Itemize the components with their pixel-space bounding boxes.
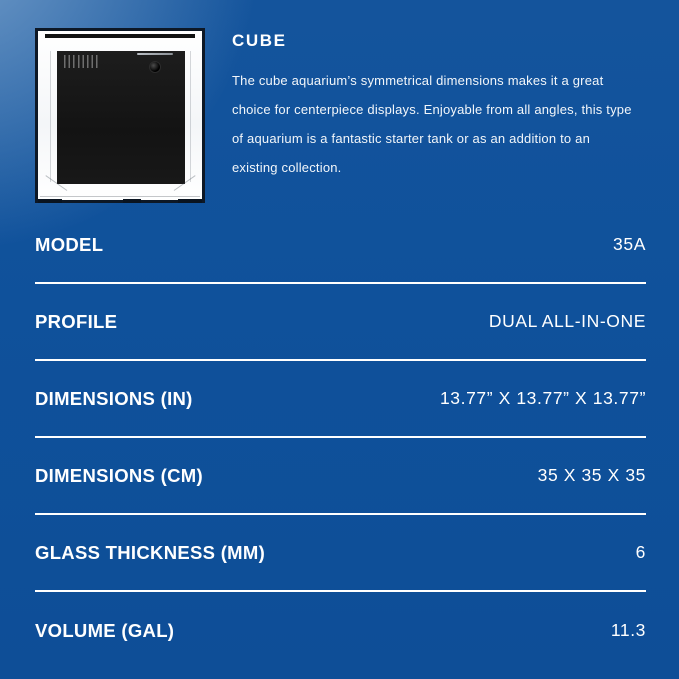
tank-foot: [38, 199, 62, 203]
spec-row-volume: [35, 592, 646, 669]
spec-row-dimensions-in: [35, 361, 646, 438]
spec-label: GLASS THICKNESS (MM): [35, 541, 266, 563]
spec-row-model: [35, 207, 646, 284]
product-title: CUBE: [232, 31, 287, 50]
spec-row-glass-thickness: [35, 515, 646, 592]
spec-label: PROFILE: [35, 310, 118, 332]
spec-value: 13.77” X 13.77” X 13.77”: [439, 388, 646, 408]
tank-foot: [123, 199, 141, 203]
spec-table: [35, 207, 646, 669]
tank-side-wall-edge: [190, 51, 191, 182]
product-intro: [232, 31, 649, 182]
spec-value: 35A: [613, 234, 646, 254]
description-line: The cube aquarium’s symmetrical dimensions makes it a great: [232, 73, 604, 88]
product-description: [232, 66, 649, 182]
tank-base-shadow: [40, 196, 200, 197]
tank-foot: [178, 199, 202, 203]
spec-value: 35 X 35 X 35: [537, 465, 646, 485]
product-photo: [35, 28, 205, 203]
spec-value: DUAL ALL-IN-ONE: [488, 311, 646, 331]
description-line: choice for centerpiece displays. Enjoyable from all angles, this type: [232, 102, 632, 117]
spec-value: 11.3: [610, 620, 646, 640]
vent-slots-icon: [64, 55, 100, 68]
tank-side-wall-edge: [50, 51, 51, 182]
spec-label: DIMENSIONS (IN): [35, 387, 193, 409]
description-line: existing collection.: [232, 160, 342, 175]
spec-label: MODEL: [35, 233, 104, 255]
spec-value: 6: [635, 542, 646, 562]
spec-label: VOLUME (GAL): [35, 619, 175, 641]
overflow-slot-icon: [137, 53, 173, 55]
tank-back-panel: [57, 51, 185, 184]
spec-row-dimensions-cm: [35, 438, 646, 515]
description-line: of aquarium is a fantastic starter tank or as an addition to an: [232, 131, 591, 146]
plumbing-hole-icon: [150, 62, 160, 72]
spec-row-profile: [35, 284, 646, 361]
tank-top-rim: [45, 34, 195, 38]
spec-label: DIMENSIONS (CM): [35, 464, 203, 486]
